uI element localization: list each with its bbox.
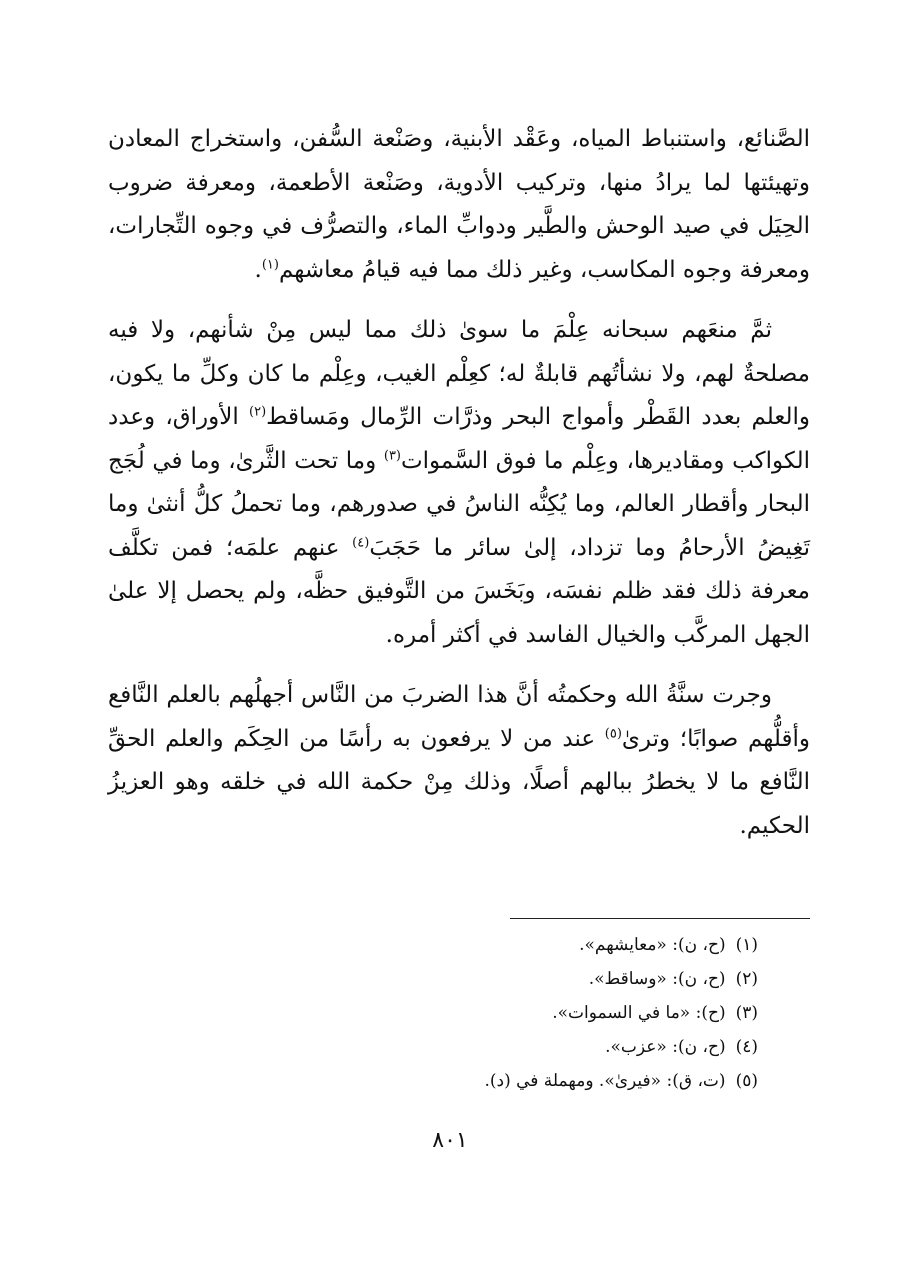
footnote-text: (ح، ن): «وساقط». <box>588 969 726 989</box>
footnote-number: (٥) <box>735 1071 758 1091</box>
paragraph-1-text-2: . <box>254 256 262 283</box>
footnote-ref-2: (٢) <box>249 404 267 420</box>
paragraph-3 <box>108 674 810 848</box>
paragraph-2-text-1: ثمَّ منعَهم سبحانه عِلْمَ ما سوىٰ ذلك مما ليس مِنْ شأنهم، ولا فيه مصلحةٌ لهم، ولا نشأتُهم قابلةٌ له؛ كعِلْم الغيب، وعِلْم ما كان وكلِّ ما يكون، والعلم بعدد القَطْر وأمواج البحر وذرَّات الرِّمال ومَساقط <box>108 317 810 430</box>
paragraph-1 <box>108 118 810 292</box>
footnote-ref-1: (١) <box>261 256 279 272</box>
footnote-text: (ت، ق): «فيرىٰ». ومهملة في (د). <box>484 1071 726 1091</box>
footnote <box>108 1064 810 1098</box>
paragraph-2-text-4: عنهم علمَه؛ فمن تكلَّف معرفة ذلك فقد ظلم نفسَه، وبَخَسَ من التَّوفيق حظَّه، ولم يحصل إلا علىٰ الجهل المركَّب والخيال الفاسد في أكثر أمره. <box>108 534 810 648</box>
main-text <box>108 118 810 848</box>
paragraph-2-text-3: وما تحت الثَّرىٰ، وما في لُجَج البحار وأقطار العالم، وما يُكِنُّه الناسُ في صدورهم، وما تحملُ كلُّ أنثىٰ وما تَغِيضُ الأرحامُ وما تزداد، إلىٰ سائر ما حَجَبَ <box>108 447 810 561</box>
footnote-text: (ح): «ما في السموات». <box>552 1003 726 1023</box>
paragraph-3-text-2: عند من لا يرفعون به رأسًا من الحِكَم والعلم الحقِّ النَّافع ما لا يخطرُ ببالهم أصلًا، وذلك مِنْ حكمة الله في خلقه وهو العزيزُ الحكيم. <box>108 725 810 839</box>
footnote-number: (٤) <box>735 1037 758 1057</box>
page-number: ٨٠١ <box>432 1128 468 1153</box>
footnote-separator <box>510 918 810 919</box>
footnotes-list <box>108 928 810 1098</box>
paragraph-2 <box>108 309 810 657</box>
footnote-number: (٣) <box>735 1003 758 1023</box>
paragraph-1-text-1: الصَّنائع، واستنباط المياه، وعَقْد الأبنية، وصَنْعة السُّفن، واستخراج المعادن وتهيئتها لما يرادُ منها، وتركيب الأدوية، وصَنْعة الأطعمة، ومعرفة ضروب الحِيَل في صيد الوحش والطَّير ودوابِّ الماء، والتصرُّف في وجوه التِّجارات، ومعرفة وجوه المكاسب، وغير ذلك مما فيه قيامُ معاشهم <box>108 126 810 283</box>
footnote-ref-3: (٣) <box>383 447 401 463</box>
footnote-number: (١) <box>735 935 758 955</box>
paragraph-3-text-1: وجرت سنَّةُ الله وحكمتُه أنَّ هذا الضربَ من النَّاس أجهلُهم بالعلم النَّافع وأقلُّهم صوابًا؛ وترىٰ <box>108 682 810 752</box>
footnote <box>108 928 810 962</box>
footnote-ref-4: (٤) <box>352 534 370 550</box>
paragraph-2-text-2: الأوراق، وعدد الكواكب ومقاديرها، وعِلْم ما فوق السَّموات <box>108 404 810 474</box>
footnote <box>108 1030 810 1064</box>
footnote-ref-5: (٥) <box>604 725 622 741</box>
footnote-number: (٢) <box>735 969 758 989</box>
footnote-text: (ح، ن): «عزب». <box>605 1037 726 1057</box>
footnote-text: (ح، ن): «معايشهم». <box>579 935 726 955</box>
footnote <box>108 962 810 996</box>
footnote <box>108 996 810 1030</box>
